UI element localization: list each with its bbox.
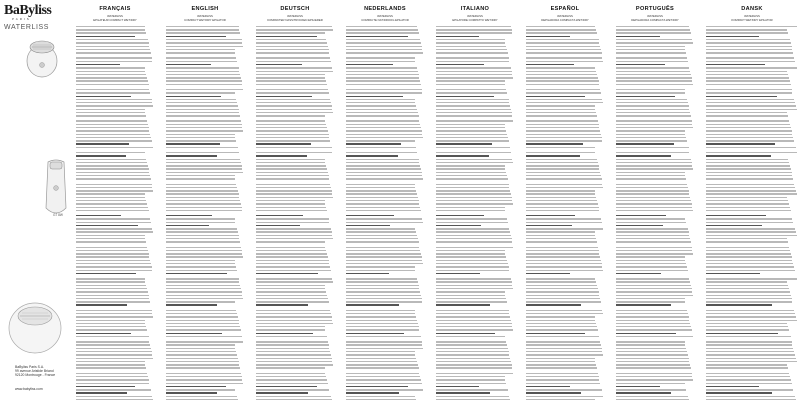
column-subtitle: COMPACTE NAT/DROOG EPILATOR xyxy=(361,18,409,22)
column-product: WATERLISS xyxy=(647,14,663,18)
column-subtitle: EPILATORE COMPATTO WET/DRY xyxy=(452,18,498,22)
brand-logo: BaByliss xyxy=(4,3,52,18)
column-heading: PORTUGUÊS xyxy=(635,6,675,12)
column-body-text xyxy=(346,26,424,400)
column-body-text xyxy=(256,26,334,400)
column-english xyxy=(166,0,244,407)
brand-logo-sub: PARIS xyxy=(12,17,31,21)
column-product: WATERLISS xyxy=(744,14,760,18)
column-italiano xyxy=(436,0,514,407)
column-body-text xyxy=(76,26,154,400)
column-subtitle: COMPACT WET/DRY EPILATOR xyxy=(184,18,226,22)
website-url: www.babyliss.com xyxy=(15,387,43,391)
column-heading: NEDERLANDS xyxy=(364,6,406,12)
epilator-accessory-illustration xyxy=(5,294,65,356)
column-deutsch xyxy=(256,0,334,407)
column-nederlands xyxy=(346,0,424,407)
column-subtitle: KOMPAKTER NASS/TROCKEN EPILIERER xyxy=(267,18,323,22)
column-subtitle: EPILATEUR COMPACT WET/DRY xyxy=(93,18,137,22)
column-subtitle: KOMPAKT WET/DRY EPILATOR xyxy=(731,18,773,22)
column-body-text xyxy=(526,26,604,400)
column-francais xyxy=(76,0,154,407)
column-product: WATERLISS xyxy=(107,14,123,18)
column-heading: ESPAÑOL xyxy=(550,6,580,12)
column-subtitle: DEPILADORA COMPACTA WET/DRY xyxy=(631,18,679,22)
epilator-top-illustration xyxy=(24,37,60,79)
brand-panel xyxy=(0,0,73,407)
column-product: WATERLISS xyxy=(287,14,303,18)
product-name: WATERLISS xyxy=(4,24,50,31)
column-subtitle: DEPILADORA COMPACTA WET/DRY xyxy=(541,18,589,22)
manufacturer-address: BaByliss Paris S.A. 99 avenue Aristide Briand 92120 Montrouge - France xyxy=(15,365,56,378)
column-heading: DANSK xyxy=(741,6,763,12)
column-product: WATERLISS xyxy=(467,14,483,18)
column-dansk xyxy=(706,0,798,407)
column-heading: ITALIANO xyxy=(460,6,490,12)
column-espanol xyxy=(526,0,604,407)
column-body-text xyxy=(436,26,514,400)
epilator-side-illustration xyxy=(42,158,70,220)
column-heading: FRANÇAIS xyxy=(99,6,131,12)
product-code: G7 8W xyxy=(53,213,63,217)
column-body-text xyxy=(166,26,244,400)
column-body-text xyxy=(706,26,798,400)
column-product: WATERLISS xyxy=(197,14,213,18)
column-product: WATERLISS xyxy=(557,14,573,18)
column-heading: DEUTSCH xyxy=(280,6,310,12)
column-portugues xyxy=(616,0,694,407)
column-product: WATERLISS xyxy=(377,14,393,18)
column-heading: ENGLISH xyxy=(191,6,219,12)
column-body-text xyxy=(616,26,694,400)
